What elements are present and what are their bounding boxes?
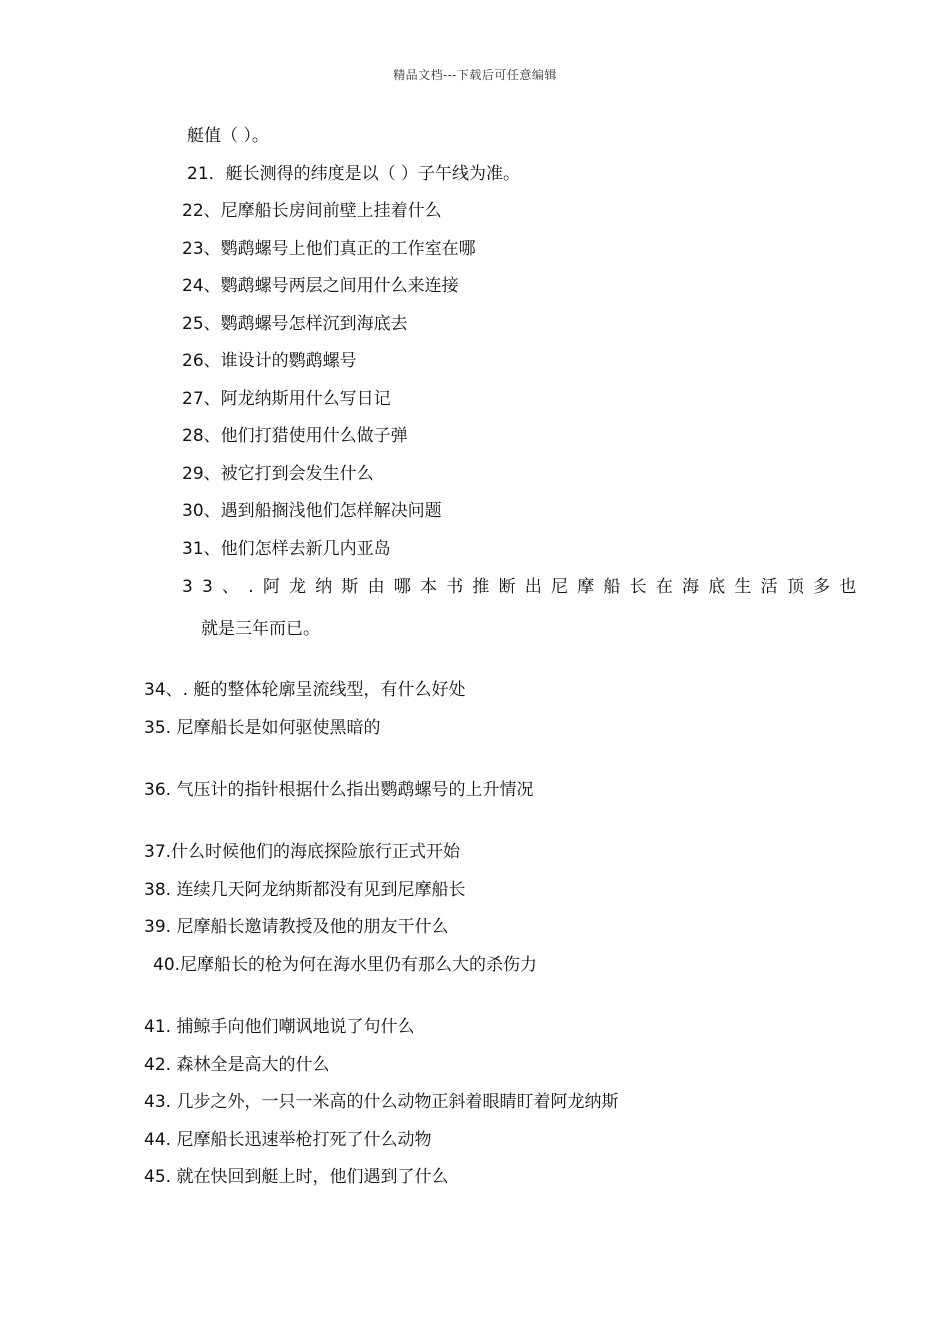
question-28: 28、他们打猎使用什么做子弹 bbox=[182, 426, 408, 446]
question-34: 34、. 艇的整体轮廓呈流线型，有什么好处 bbox=[144, 680, 466, 700]
question-line-continuation: 艇值（ ）。 bbox=[187, 126, 269, 146]
question-22: 22、尼摩船长房间前壁上挂着什么 bbox=[182, 201, 442, 221]
question-21: 21．艇长测得的纬度是以（ ）子午线为准。 bbox=[187, 164, 521, 184]
question-26: 26、谁设计的鹦鹉螺号 bbox=[182, 351, 357, 371]
question-42: 42. 森林全是高大的什么 bbox=[144, 1055, 330, 1075]
question-33: 33、.阿龙纳斯由哪本书推断出尼摩船长在海底生活顶多也 bbox=[182, 577, 866, 597]
question-35: 35. 尼摩船长是如何驱使黑暗的 bbox=[144, 718, 381, 738]
question-23: 23、鹦鹉螺号上他们真正的工作室在哪 bbox=[182, 239, 476, 259]
question-37: 37.什么时候他们的海底探险旅行正式开始 bbox=[144, 842, 461, 862]
question-44: 44. 尼摩船长迅速举枪打死了什么动物 bbox=[144, 1130, 432, 1150]
question-29: 29、被它打到会发生什么 bbox=[182, 464, 374, 484]
question-27: 27、阿龙纳斯用什么写日记 bbox=[182, 389, 391, 409]
question-24: 24、鹦鹉螺号两层之间用什么来连接 bbox=[182, 276, 459, 296]
question-43: 43. 几步之外，一只一米高的什么动物正斜着眼睛盯着阿龙纳斯 bbox=[144, 1092, 619, 1112]
question-45: 45. 就在快回到艇上时，他们遇到了什么 bbox=[144, 1167, 449, 1187]
page-header: 精品文档---下载后可任意编辑 bbox=[393, 68, 557, 82]
question-25: 25、鹦鹉螺号怎样沉到海底去 bbox=[182, 314, 408, 334]
question-41: 41. 捕鲸手向他们嘲讽地说了句什么 bbox=[144, 1017, 415, 1037]
question-40: 40.尼摩船长的枪为何在海水里仍有那么大的杀伤力 bbox=[153, 955, 538, 975]
question-38: 38. 连续几天阿龙纳斯都没有见到尼摩船长 bbox=[144, 880, 466, 900]
question-39: 39. 尼摩船长邀请教授及他的朋友干什么 bbox=[144, 917, 449, 937]
question-33-continuation: 就是三年而已。 bbox=[201, 619, 320, 639]
question-31: 31、他们怎样去新几内亚岛 bbox=[182, 539, 391, 559]
question-30: 30、遇到船搁浅他们怎样解决问题 bbox=[182, 501, 442, 521]
question-36: 36. 气压计的指针根据什么指出鹦鹉螺号的上升情况 bbox=[144, 780, 534, 800]
